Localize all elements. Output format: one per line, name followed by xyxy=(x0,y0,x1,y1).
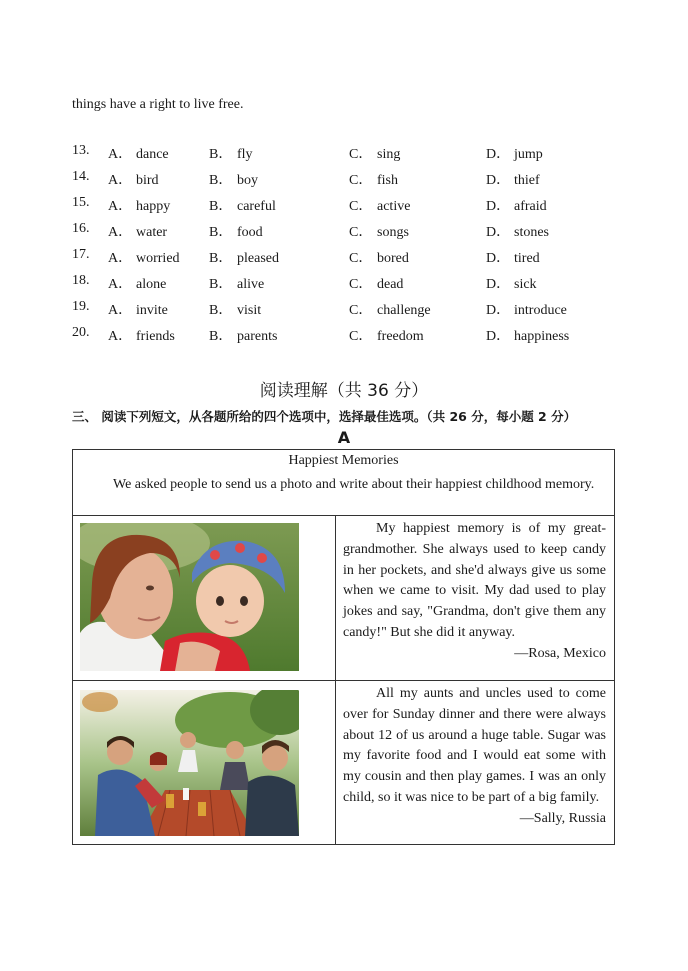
memory-text: My happiest memory is of my great-grandmother. She always used to keep candy in her pockets, and she'd always give us some when we came to visit. My dad used to play jokes and say, "Grandma, don't give them any candy!" But she did it anyway. xyxy=(343,521,606,640)
option-b xyxy=(209,169,258,189)
option-text: water xyxy=(136,225,168,240)
option-b xyxy=(209,247,279,267)
question-number: 19. xyxy=(72,299,90,314)
photo-cell xyxy=(73,681,336,844)
option-letter: B． xyxy=(209,225,233,240)
question-number: 15. xyxy=(72,195,90,210)
option-b xyxy=(209,325,277,345)
question-number: 20. xyxy=(72,325,90,340)
option-a xyxy=(108,169,159,189)
option-letter: C． xyxy=(349,251,373,266)
option-letter: C． xyxy=(349,147,373,162)
option-letter: B． xyxy=(209,199,233,214)
option-b xyxy=(209,195,276,215)
option-a xyxy=(108,325,175,345)
option-d xyxy=(486,143,543,163)
memory-signature: —Sally, Russia xyxy=(519,810,606,826)
option-letter: A． xyxy=(108,303,133,318)
option-a xyxy=(108,221,167,241)
option-text: boy xyxy=(237,173,258,188)
option-d xyxy=(486,299,567,319)
option-letter: B． xyxy=(209,147,233,162)
section-title: 阅读理解（共 36 分） xyxy=(259,381,429,401)
memory-row-rosa xyxy=(73,516,614,681)
option-letter: C． xyxy=(349,173,373,188)
option-letter: B． xyxy=(209,303,233,318)
option-letter: B． xyxy=(209,173,233,188)
option-text: afraid xyxy=(514,199,547,214)
option-a xyxy=(108,247,180,267)
option-text: thief xyxy=(514,173,540,188)
option-letter: A． xyxy=(108,173,133,188)
option-text: introduce xyxy=(514,303,567,318)
option-text: bird xyxy=(136,173,159,188)
option-letter: A． xyxy=(108,329,133,344)
option-text: food xyxy=(237,225,263,240)
option-text: pleased xyxy=(237,251,279,266)
option-letter: D． xyxy=(486,277,511,292)
option-c xyxy=(349,273,403,293)
option-letter: B． xyxy=(209,251,233,266)
passage-label: A xyxy=(337,428,351,447)
option-letter: D． xyxy=(486,173,511,188)
option-text: alone xyxy=(136,277,167,292)
option-letter: D． xyxy=(486,303,511,318)
option-d xyxy=(486,247,540,267)
option-letter: A． xyxy=(108,277,133,292)
option-d xyxy=(486,325,569,345)
memory-signature: —Rosa, Mexico xyxy=(514,645,606,661)
option-text: worried xyxy=(136,251,180,266)
option-letter: C． xyxy=(349,303,373,318)
option-text: visit xyxy=(237,303,262,318)
option-text: sing xyxy=(377,147,401,162)
option-c xyxy=(349,195,410,215)
option-text: stones xyxy=(514,225,549,240)
option-letter: D． xyxy=(486,199,511,214)
intro-line: things have a right to live free. xyxy=(72,97,244,112)
option-text: bored xyxy=(377,251,409,266)
option-text: parents xyxy=(237,329,278,344)
option-letter: B． xyxy=(209,329,233,344)
option-text: invite xyxy=(136,303,168,318)
option-text: sick xyxy=(514,277,537,292)
option-letter: D． xyxy=(486,147,511,162)
option-text: dance xyxy=(136,147,169,162)
option-letter: C． xyxy=(349,277,373,292)
memory-row-sally xyxy=(73,681,614,844)
option-text: dead xyxy=(377,277,404,292)
question-number: 17. xyxy=(72,247,90,262)
memories-table xyxy=(72,449,615,845)
option-b xyxy=(209,221,263,241)
table-intro: We asked people to send us a photo and write about their happiest childhood memory. xyxy=(113,477,595,492)
option-letter: A． xyxy=(108,225,133,240)
grandmother-child-photo xyxy=(80,523,299,671)
table-header xyxy=(73,450,614,516)
option-letter: A． xyxy=(108,199,133,214)
option-b xyxy=(209,143,253,163)
option-a xyxy=(108,273,166,293)
option-d xyxy=(486,221,549,241)
memory-text-cell xyxy=(343,684,606,830)
option-text: happy xyxy=(136,199,171,214)
section-instruction: 三、 阅读下列短文，从各题所给的四个选项中，选择最佳选项。（共 26 分，每小题 2 分） xyxy=(72,409,577,424)
option-text: careful xyxy=(237,199,276,214)
option-text: songs xyxy=(377,225,409,240)
option-text: jump xyxy=(514,147,543,162)
question-number: 16. xyxy=(72,221,90,236)
photo-cell xyxy=(73,516,336,680)
family-dinner-photo xyxy=(80,690,299,836)
question-number: 14. xyxy=(72,169,90,184)
option-c xyxy=(349,169,398,189)
option-a xyxy=(108,299,168,319)
option-letter: D． xyxy=(486,251,511,266)
option-d xyxy=(486,169,540,189)
option-letter: C． xyxy=(349,199,373,214)
table-title: Happiest Memories xyxy=(288,453,399,468)
option-a xyxy=(108,143,169,163)
option-text: freedom xyxy=(377,329,424,344)
option-c xyxy=(349,325,424,345)
option-b xyxy=(209,273,264,293)
option-text: friends xyxy=(136,329,175,344)
option-letter: B． xyxy=(209,277,233,292)
memory-text-cell xyxy=(343,519,606,665)
option-text: alive xyxy=(237,277,265,292)
memory-text: All my aunts and uncles used to come over for Sunday dinner and there were always about 12 of us around a huge table. Sugar was my favorite food and I would eat some with my cousin and then play games. I was an only child, so it was nice to be part of a big family. xyxy=(343,686,606,805)
option-a xyxy=(108,195,170,215)
question-number: 13. xyxy=(72,143,90,158)
option-c xyxy=(349,221,409,241)
question-number: 18. xyxy=(72,273,90,288)
option-d xyxy=(486,273,537,293)
option-c xyxy=(349,247,409,267)
option-letter: D． xyxy=(486,329,511,344)
option-d xyxy=(486,195,547,215)
option-text: fish xyxy=(377,173,398,188)
option-letter: D． xyxy=(486,225,511,240)
option-letter: C． xyxy=(349,329,373,344)
option-text: challenge xyxy=(377,303,431,318)
option-text: fly xyxy=(237,147,253,162)
option-b xyxy=(209,299,261,319)
option-c xyxy=(349,299,431,319)
option-text: active xyxy=(377,199,411,214)
option-letter: A． xyxy=(108,147,133,162)
option-text: happiness xyxy=(514,329,570,344)
option-letter: C． xyxy=(349,225,373,240)
option-c xyxy=(349,143,400,163)
option-letter: A． xyxy=(108,251,133,266)
option-text: tired xyxy=(514,251,540,266)
